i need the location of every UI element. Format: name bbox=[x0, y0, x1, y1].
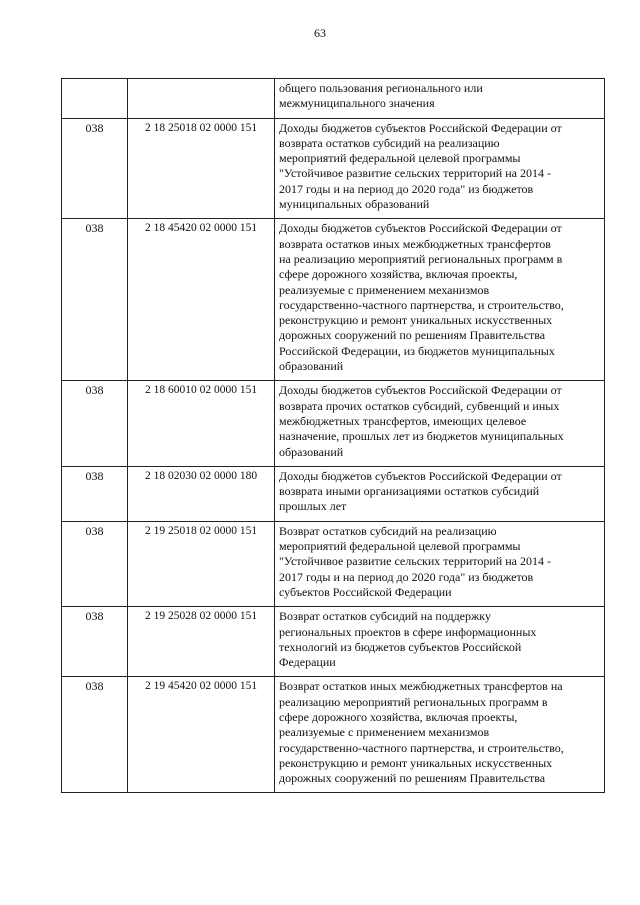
description-line: образований bbox=[279, 444, 344, 459]
description-line: Доходы бюджетов субъектов Российской Федерации от bbox=[279, 120, 562, 135]
description-line: Доходы бюджетов субъектов Российской Федерации от bbox=[279, 221, 562, 236]
description-line: назначение, прошлых лет из бюджетов муниципальных bbox=[279, 429, 564, 444]
budget-classification-table bbox=[61, 78, 605, 793]
description-line: Возврат остатков субсидий на реализацию bbox=[279, 523, 497, 538]
table-row bbox=[62, 118, 605, 219]
budget-code-cell: 2 18 02030 02 0000 180 bbox=[128, 466, 275, 521]
admin-code-cell: 038 bbox=[62, 219, 128, 381]
description-cell bbox=[275, 381, 605, 466]
description-line: реконструкцию и ремонт уникальных искусственных bbox=[279, 313, 553, 328]
description-line: государственно-частного партнерства, и строительство, bbox=[279, 297, 564, 312]
description-cell bbox=[275, 677, 605, 793]
description-line: возврата иными организациями остатков субсидий bbox=[279, 484, 540, 499]
table-row bbox=[62, 607, 605, 677]
description-line: Доходы бюджетов субъектов Российской Федерации от bbox=[279, 468, 562, 483]
description-line: реализуемые с применением механизмов bbox=[279, 725, 490, 740]
description-line: региональных проектов в сфере информационных bbox=[279, 624, 537, 639]
description-line: сфере дорожного хозяйства, включая проекты, bbox=[279, 709, 518, 724]
description-line: "Устойчивое развитие сельских территорий на 2014 - bbox=[279, 166, 551, 181]
description-line: на реализацию мероприятий региональных программ в bbox=[279, 251, 563, 266]
description-line: субъектов Российской Федерации bbox=[279, 584, 452, 599]
description-line: 2017 годы и на период до 2020 года" из бюджетов bbox=[279, 181, 534, 196]
description-line: мероприятий федеральной целевой программы bbox=[279, 151, 521, 166]
description-line: межмуниципального значения bbox=[279, 96, 435, 111]
description-line: Возврат остатков иных межбюджетных трансфертов на bbox=[279, 679, 563, 694]
description-line: Федерации bbox=[279, 655, 336, 670]
description-line: возврата остатков иных межбюджетных трансфертов bbox=[279, 236, 551, 251]
description-cell bbox=[275, 79, 605, 119]
table-row bbox=[62, 521, 605, 606]
admin-code-cell bbox=[62, 79, 128, 119]
description-cell bbox=[275, 118, 605, 219]
admin-code-cell: 038 bbox=[62, 466, 128, 521]
description-line: реализацию мероприятий региональных программ в bbox=[279, 694, 548, 709]
budget-code-cell: 2 18 45420 02 0000 151 bbox=[128, 219, 275, 381]
description-line: общего пользования регионального или bbox=[279, 81, 483, 95]
budget-code-cell bbox=[128, 79, 275, 119]
description-cell bbox=[275, 466, 605, 521]
table-row bbox=[62, 219, 605, 381]
description-line: "Устойчивое развитие сельских территорий на 2014 - bbox=[279, 554, 551, 569]
description-line: реализуемые с применением механизмов bbox=[279, 282, 490, 297]
description-line: возврата остатков субсидий на реализацию bbox=[279, 135, 500, 150]
description-line: Возврат остатков субсидий на поддержку bbox=[279, 609, 491, 624]
description-line: мероприятий федеральной целевой программы bbox=[279, 539, 521, 554]
description-line: Доходы бюджетов субъектов Российской Федерации от bbox=[279, 383, 562, 398]
table-row bbox=[62, 381, 605, 466]
admin-code-cell: 038 bbox=[62, 381, 128, 466]
description-line: реконструкцию и ремонт уникальных искусственных bbox=[279, 755, 553, 770]
budget-code-cell: 2 19 25028 02 0000 151 bbox=[128, 607, 275, 677]
description-line: сфере дорожного хозяйства, включая проекты, bbox=[279, 267, 518, 282]
admin-code-cell: 038 bbox=[62, 521, 128, 606]
table-row bbox=[62, 466, 605, 521]
budget-code-cell: 2 19 25018 02 0000 151 bbox=[128, 521, 275, 606]
table-row bbox=[62, 677, 605, 793]
description-cell bbox=[275, 607, 605, 677]
description-line: дорожных сооружений по решениям Правительства bbox=[279, 771, 546, 786]
description-line: прошлых лет bbox=[279, 499, 347, 514]
description-line: государственно-частного партнерства, и строительство, bbox=[279, 740, 564, 755]
admin-code-cell: 038 bbox=[62, 118, 128, 219]
description-line: муниципальных образований bbox=[279, 197, 430, 212]
description-line: образований bbox=[279, 359, 344, 374]
description-line: 2017 годы и на период до 2020 года" из бюджетов bbox=[279, 569, 534, 584]
description-cell bbox=[275, 219, 605, 381]
page-number: 63 bbox=[314, 26, 326, 40]
description-line: межбюджетных трансфертов, имеющих целевое bbox=[279, 413, 527, 428]
description-line: дорожных сооружений по решениям Правительства bbox=[279, 328, 546, 343]
table-body bbox=[62, 79, 605, 793]
description-line: технологий из бюджетов субъектов Российской bbox=[279, 639, 522, 654]
budget-code-cell: 2 19 45420 02 0000 151 bbox=[128, 677, 275, 793]
budget-code-cell: 2 18 60010 02 0000 151 bbox=[128, 381, 275, 466]
budget-code-cell: 2 18 25018 02 0000 151 bbox=[128, 118, 275, 219]
description-cell bbox=[275, 521, 605, 606]
table-row bbox=[62, 79, 605, 119]
admin-code-cell: 038 bbox=[62, 607, 128, 677]
description-line: Российской Федерации, из бюджетов муниципальных bbox=[279, 343, 555, 358]
admin-code-cell: 038 bbox=[62, 677, 128, 793]
description-line: возврата прочих остатков субсидий, субвенций и иных bbox=[279, 398, 560, 413]
